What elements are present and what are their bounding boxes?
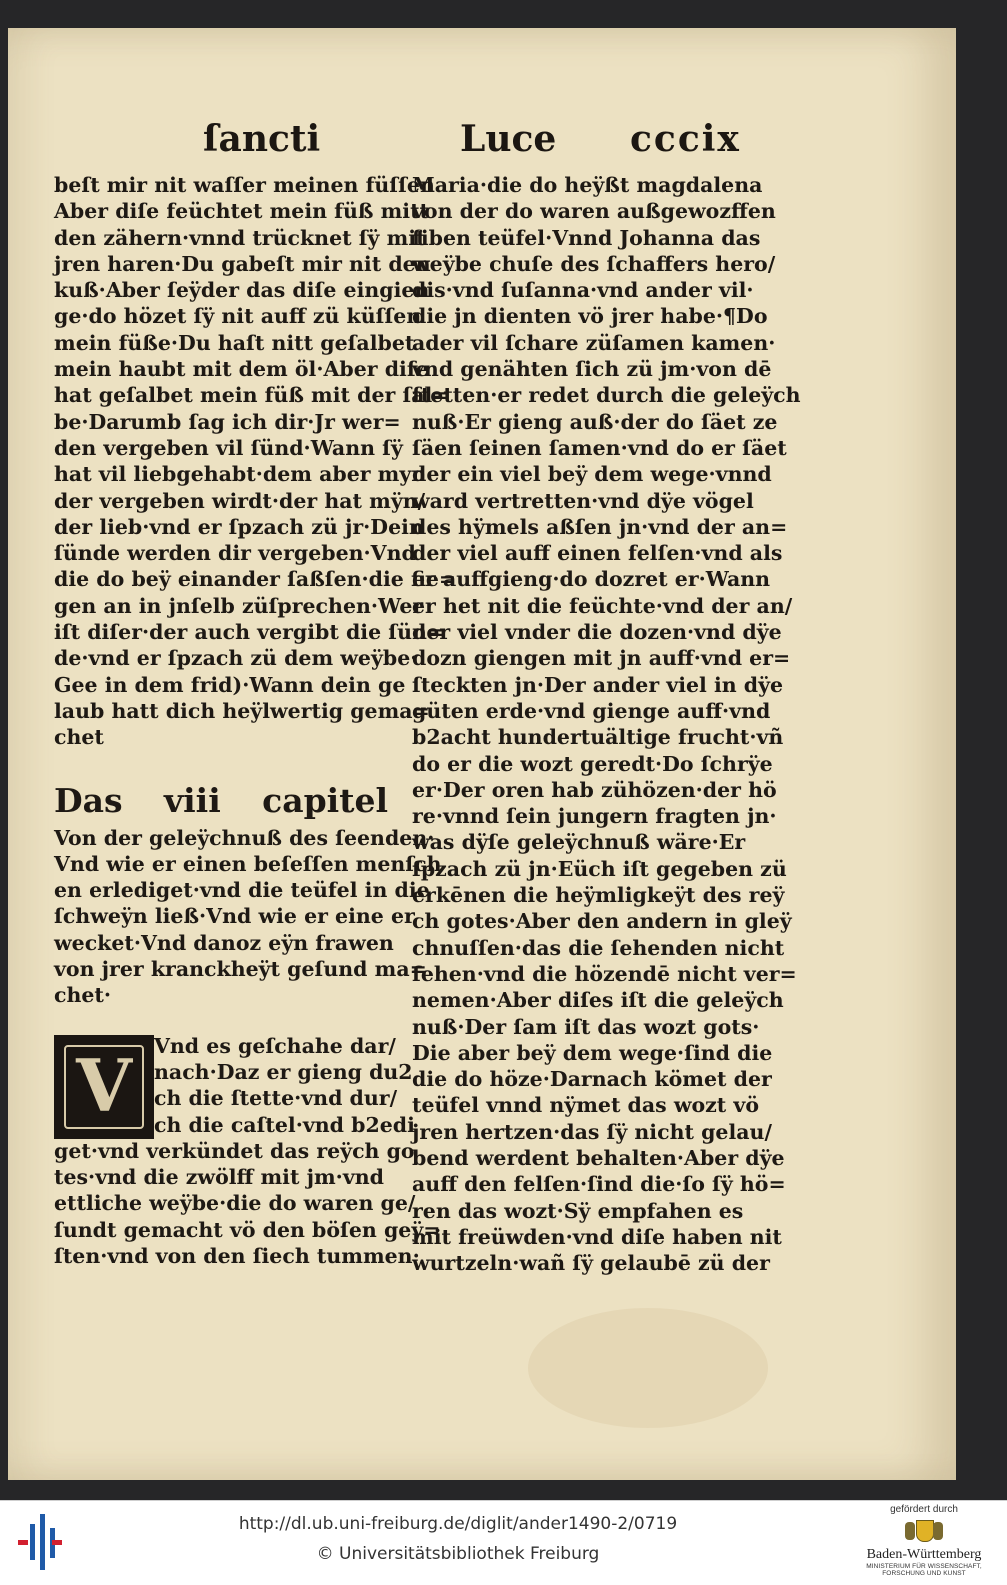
permalink-url[interactable]: http://dl.ub.uni-freiburg.de/diglit/ander1490-2/0719 <box>238 1514 678 1534</box>
text-line: teüfel vnnd nÿmet das wozt vö <box>412 1093 759 1118</box>
text-line: nuß·Der ſam iſt das wozt gots· <box>412 1014 760 1039</box>
text-line: der lieb·vnd er ſpzach zü jr·Dein <box>54 514 424 539</box>
text-line: jren hertzen·das ſÿ nicht gelau/ <box>412 1119 772 1144</box>
text-line: laub hatt dich heÿlwertig gema= <box>54 698 430 723</box>
text-line: ward vertretten·vnd dÿe vögel <box>412 488 754 513</box>
text-line: ader vil ſchare züſamen kamen· <box>412 330 776 355</box>
text-line: ſiben teüfel·Vnnd Johanna das <box>412 225 761 250</box>
sponsor-ministry: MINISTERIUM FÜR WISSENSCHAFT, FORSCHUNG UND KUNST <box>866 1563 982 1577</box>
right-text-column <box>412 172 801 1276</box>
initial-letter: V <box>76 1042 132 1128</box>
text-line: wurtzeln·wañ ſÿ gelaubē zü der <box>412 1251 770 1276</box>
text-line: Maria·die do heÿßt magdalena <box>412 173 763 197</box>
text-line: güten erde·vnd gienge auff·vnd <box>412 698 771 723</box>
summary-line: Von der geleÿchnuß des ſeenden· <box>54 825 435 850</box>
text-line: nach·Daz er gieng du2 <box>154 1059 413 1084</box>
text-line: ſpzach zü jn·Eüch iſt gegeben zü <box>412 856 787 881</box>
text-line: get·vnd verkündet das reÿch go <box>54 1138 415 1163</box>
text-line: chet <box>54 725 104 750</box>
left-column-bottom-text <box>54 1138 441 1269</box>
summary-line: ſchweÿn ließ·Vnd wie er eine er <box>54 904 415 929</box>
text-line: hat vil liebgehabt·dem aber myn <box>54 462 427 487</box>
text-line: der vergeben wirdt·der hat mÿn/ <box>54 488 426 513</box>
text-line: tes·vnd die zwölff mit jm·vnd <box>54 1165 384 1190</box>
summary-line: von jrer kranckheÿt geſund ma= <box>54 957 427 982</box>
text-line: hat geſalbet mein füß mit der ſal= <box>54 383 450 408</box>
text-line: weÿbe chuſe des ſchaffers hero/ <box>412 251 776 276</box>
summary-line: chet· <box>54 983 112 1008</box>
text-line: ſundt gemacht vö den böſen geÿ= <box>54 1217 441 1242</box>
text-line: Die aber beÿ dem wege·ſind die <box>412 1040 773 1065</box>
text-line: er auffgieng·do dozret er·Wann <box>412 567 771 592</box>
text-line: ſäen ſeinen ſamen·vnd do er ſäet <box>412 435 787 460</box>
text-line: be·Darumb ſag ich dir·Jr wer= <box>54 409 401 434</box>
text-line: ettliche weÿbe·die do waren ge/ <box>54 1191 416 1216</box>
text-line: bend werdent behalten·Aber dÿe <box>412 1145 785 1170</box>
text-line: gen an in jnſelb züſprechen·Wer <box>54 593 424 618</box>
text-line: b2acht hundertuältige frucht·vñ <box>412 725 784 750</box>
viewer-footer <box>0 1500 1007 1585</box>
text-line: die do höze·Darnach kömet der <box>412 1067 772 1092</box>
text-line: ch gotes·Aber den andern in gleÿ <box>412 909 792 934</box>
text-line: ſteckten jn·Der ander viel in dÿe <box>412 672 784 697</box>
footer-divider <box>0 1500 1007 1501</box>
sponsor-name: Baden-Württemberg <box>866 1547 982 1562</box>
summary-line: wecket·Vnd danoz eÿn frawen <box>54 930 394 955</box>
text-line: er het nit die feüchte·vnd der an/ <box>412 593 793 618</box>
bw-coat-of-arms-icon <box>904 1518 944 1546</box>
text-line: nuß·Er gieng auß·der do ſäet ze <box>412 409 778 434</box>
summary-line: Vnd wie er einen beſeſſen menſch <box>54 851 442 876</box>
sponsor-block <box>846 1504 1002 1577</box>
woodcut-initial <box>54 1035 154 1139</box>
chapter-heading-word: capitel <box>262 780 388 820</box>
text-line: ch die ſtette·vnd dur/ <box>154 1086 398 1111</box>
text-line: iſt diſer·der auch vergibt die ſün= <box>54 620 445 645</box>
chapter-number: viii <box>163 780 221 820</box>
text-line: do er die wozt geredt·Do ſchrÿe <box>412 751 773 776</box>
chapter-heading <box>54 779 388 823</box>
text-line: mein füße·Du haſt nitt geſalbet <box>54 330 415 355</box>
folio-number: cccix <box>630 118 741 160</box>
chapter-heading-word: Das <box>54 780 123 820</box>
text-line: von der do waren außgewozffen <box>412 199 776 224</box>
text-line: der viel vnder die dozen·vnd dÿe <box>412 620 782 645</box>
left-text-column <box>54 172 457 1269</box>
text-line: ſehen·vnd die hözendē nicht ver= <box>412 961 797 986</box>
text-line: den zähern·vnnd trücknet ſÿ mit <box>54 225 426 250</box>
decorated-initial-paragraph <box>54 1033 415 1138</box>
chapter-summary <box>54 825 442 1009</box>
text-line: die do beÿ einander ſaßſen·die fie= <box>54 567 457 592</box>
text-line: dis·vnd ſuſanna·vnd ander vil· <box>412 278 754 303</box>
running-head-left: ſancti <box>203 118 321 160</box>
text-line: ge·do hözet ſÿ nit auff zü küſſen <box>54 304 422 329</box>
paper-stain <box>528 1308 768 1428</box>
text-line: den vergeben vil ſünd·Wann ſÿ <box>54 435 403 460</box>
copyright-notice: © Universitätsbibliothek Freiburg <box>316 1544 600 1564</box>
text-line: mein haubt mit dem öl·Aber diſe <box>54 357 429 382</box>
text-line: ſünde werden dir vergeben·Vnd <box>54 541 416 566</box>
summary-line: en erlediget·vnd die teüfel in die <box>54 878 430 903</box>
text-line: der ein viel beÿ dem wege·vnnd <box>412 462 772 487</box>
text-line: re·vnnd ſein jungern fragten jn· <box>412 804 777 829</box>
text-line: Aber diſe feüchtet mein füß mitt <box>54 199 430 224</box>
text-line: kuß·Aber ſeÿder das diſe eingien <box>54 278 430 303</box>
text-line: er·Der oren hab zühözen·der hö <box>412 777 777 802</box>
text-line: die jn dienten vö jrer habe·¶Do <box>412 304 768 329</box>
left-column-top-text <box>54 172 457 751</box>
text-line: Vnd es geſchahe dar/ <box>154 1033 396 1058</box>
text-line: nemen·Aber diſes iſt die geleÿch <box>412 988 784 1013</box>
text-line: Gee in dem frid)·Wann dein ge <box>54 672 406 697</box>
text-line: beſt mir nit waſſer meinen füſſen <box>54 173 435 197</box>
text-line: mit freüwden·vnd diſe haben nit <box>412 1224 782 1249</box>
running-head-center: Luce <box>460 118 557 160</box>
sponsor-label: gefördert durch <box>890 1504 958 1515</box>
text-line: auff den felſen·ſind die·ſo ſÿ hö= <box>412 1172 786 1197</box>
text-line: dozn giengen mit jn auff·vnd er= <box>412 646 791 671</box>
text-line: ſtetten·er redet durch die geleÿch <box>412 383 801 408</box>
text-line: der viel auff einen felſen·vnd als <box>412 541 783 566</box>
text-line: ch die caſtel·vnd b2edi <box>154 1112 415 1137</box>
text-line: was dÿſe geleÿchnuß wäre·Er <box>412 830 746 855</box>
text-line: vnd genähten ſich zü jm·von dē <box>412 357 772 382</box>
text-line: ſten·vnd von den ſiech tummen· <box>54 1243 420 1268</box>
text-line: des hÿmels aßſen jn·vnd der an= <box>412 514 788 539</box>
text-line: de·vnd er ſpzach zü dem weÿbe· <box>54 646 418 671</box>
text-line: erkēnen die heÿmligkeÿt des reÿ <box>412 883 785 908</box>
text-line: chnuſſen·das die ſehenden nicht <box>412 935 785 960</box>
text-line: jren haren·Du gabeſt mir nit den <box>54 251 431 276</box>
text-line: ren das wozt·Sÿ empfahen es <box>412 1198 744 1223</box>
